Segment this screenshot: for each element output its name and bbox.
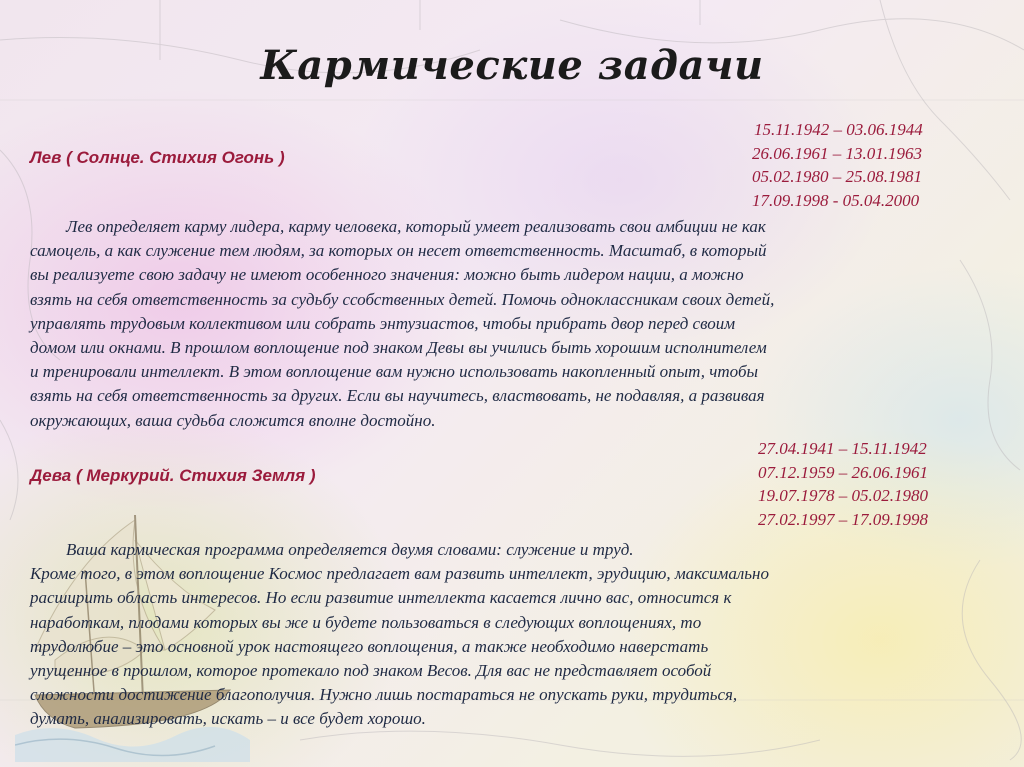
leo-date-range: 17.09.1998 - 05.04.2000 xyxy=(752,190,920,210)
text-line: упущенное в прошлом, которое протекало под знаком Весов. Для вас не представляет особой xyxy=(30,661,712,681)
text-line: расширить область интересов. Но если развитие интеллекта касается лично вас, относится к xyxy=(30,588,732,608)
virgo-date-range: 27.04.1941 – 15.11.1942 xyxy=(758,439,927,458)
text-line: Лев определяет карму лидера, карму человека, который умеет реализовать свои амбиции не как xyxy=(66,217,766,236)
virgo-date-range: 19.07.1978 – 05.02.1980 xyxy=(758,486,928,505)
leo-date-range: 15.11.1942 – 03.06.1944 xyxy=(754,120,923,139)
leo-date-range: 05.02.1980 – 25.08.1981 xyxy=(752,167,922,186)
text-line: управлять трудовым коллективом или собрать энтузиастов, чтобы прибрать двор перед своим xyxy=(30,313,736,333)
text-line: окружающих, ваша судьба сложится вполне достойно. xyxy=(30,410,436,430)
leo-description xyxy=(30,215,774,433)
text-line: сложности достижение благополучия. Нужно лишь постараться не опускать руки, трудиться, xyxy=(30,685,738,705)
text-line: Ваша кармическая программа определяется двумя словами: служение и труд. xyxy=(66,540,634,559)
text-line: Кроме того, в этом воплощение Космос предлагает вам развить интеллект, эрудицию, максимально xyxy=(30,564,769,584)
virgo-heading: Дева ( Меркурий. Стихия Земля ) xyxy=(30,466,316,485)
text-line: взять на себя ответственность за судьбу ссобственных детей. Помочь одноклассникам своих детей, xyxy=(30,289,775,309)
text-line: вы реализуете свою задачу не имеют особенного значения: можно быть лидером нации, а можно xyxy=(30,265,744,285)
text-line: трудолюбие – это основной урок настоящего воплощения, а также необходимо наверстать xyxy=(30,636,709,656)
leo-dates xyxy=(752,118,923,212)
text-line: домом или окнами. В прошлом воплощение под знаком Девы вы учились быть хорошим исполнителем xyxy=(30,338,767,358)
leo-date-range: 26.06.1961 – 13.01.1963 xyxy=(752,143,922,163)
virgo-dates xyxy=(758,437,928,531)
text-line: думать, анализировать, искать – и все будет хорошо. xyxy=(30,709,426,729)
text-line: наработкам, плодами которых вы же и будете пользоваться в следующих воплощениях, то xyxy=(30,612,702,632)
leo-heading: Лев ( Солнце. Стихия Огонь ) xyxy=(30,148,285,167)
text-line: взять на себя ответственность за других. Если вы научитесь, властвовать, не подавляя, а развивая xyxy=(30,386,765,406)
slide-title: Кармические задачи xyxy=(260,42,764,89)
text-line: и тренировали интеллект. В этом воплощение вам нужно использовать накопленный опыт, чтобы xyxy=(30,362,759,382)
virgo-date-range: 27.02.1997 – 17.09.1998 xyxy=(758,509,928,529)
text-line: самоцель, а как служение тем людям, за которых он несет ответственность. Масштаб, в который xyxy=(30,241,767,261)
virgo-date-range: 07.12.1959 – 26.06.1961 xyxy=(758,462,928,482)
virgo-description xyxy=(30,538,769,732)
